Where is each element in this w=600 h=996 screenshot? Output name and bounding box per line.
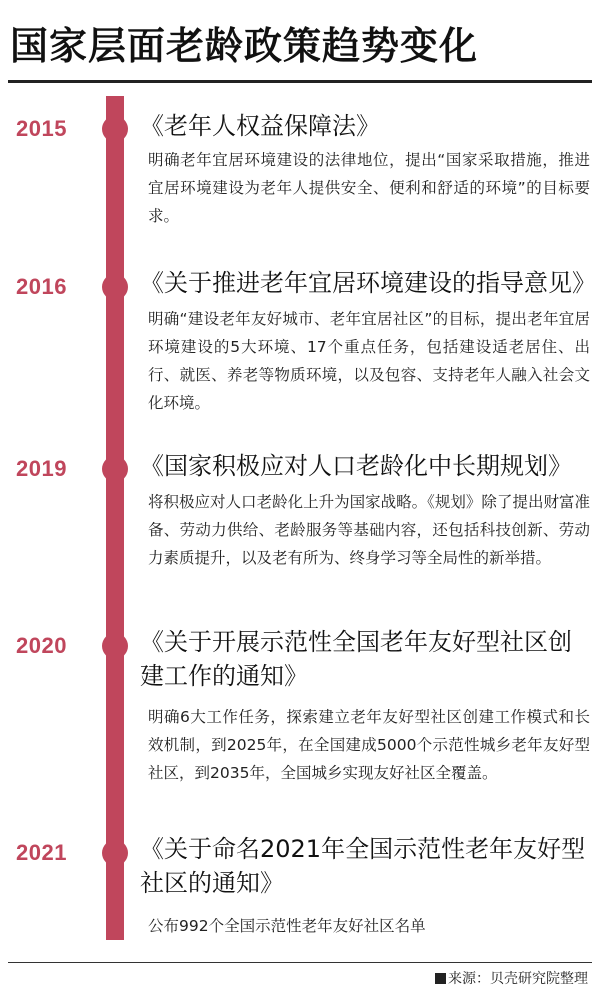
document-description: 将积极应对人口老龄化上升为国家战略。《规划》除了提出财富准备、劳动力供给、老龄服务等基础内容，还包括科技创新、劳动力素质提升，以及老有所为、终身学习等全局性的新举措。	[148, 493, 590, 567]
document-title: 《老年人权益保障法》	[140, 112, 380, 140]
source-text: 来源：贝壳研究院整理	[448, 971, 588, 987]
document-title: 《关于推进老年宜居环境建设的指导意见》	[140, 269, 596, 297]
square-bullet-icon	[435, 973, 446, 984]
timeline-dot	[102, 116, 128, 142]
timeline-dot	[102, 274, 128, 300]
document-title: 《关于开展示范性全国老年友好型社区创建工作的通知》	[140, 628, 572, 690]
year-label: 2019	[16, 456, 67, 481]
timeline-line	[106, 96, 124, 940]
title-underline	[8, 80, 592, 83]
document-description: 明确“建设老年友好城市、老年宜居社区”的目标，提出老年宜居环境建设的5大环境、17个重点任务，包括建设适老居住、出行、就医、养老等物质环境，以及包容、支持老年人融入社会文化环境。	[148, 310, 590, 412]
timeline-dot	[102, 633, 128, 659]
document-description: 公布992个全国示范性老年友好社区名单	[148, 917, 426, 935]
document-title: 《国家积极应对人口老龄化中长期规划》	[140, 452, 572, 480]
timeline-dot	[102, 840, 128, 866]
year-label: 2015	[16, 116, 67, 141]
page-title: 国家层面老龄政策趋势变化	[10, 24, 479, 68]
year-label: 2021	[16, 840, 67, 865]
year-label: 2020	[16, 633, 67, 658]
document-description: 明确老年宜居环境建设的法律地位，提出“国家采取措施，推进宜居环境建设为老年人提供安全、便利和舒适的环境”的目标要求。	[148, 151, 590, 225]
source-note	[435, 968, 588, 988]
year-label: 2016	[16, 274, 67, 299]
document-title: 《关于命名2021年全国示范性老年友好型社区的通知》	[140, 835, 586, 897]
document-description: 明确6大工作任务，探索建立老年友好型社区创建工作模式和长效机制，到2025年，在全国建成5000个示范性城乡老年友好型社区，到2035年，全国城乡实现友好社区全覆盖。	[148, 708, 590, 782]
footer-divider	[8, 962, 592, 963]
timeline-dot	[102, 456, 128, 482]
